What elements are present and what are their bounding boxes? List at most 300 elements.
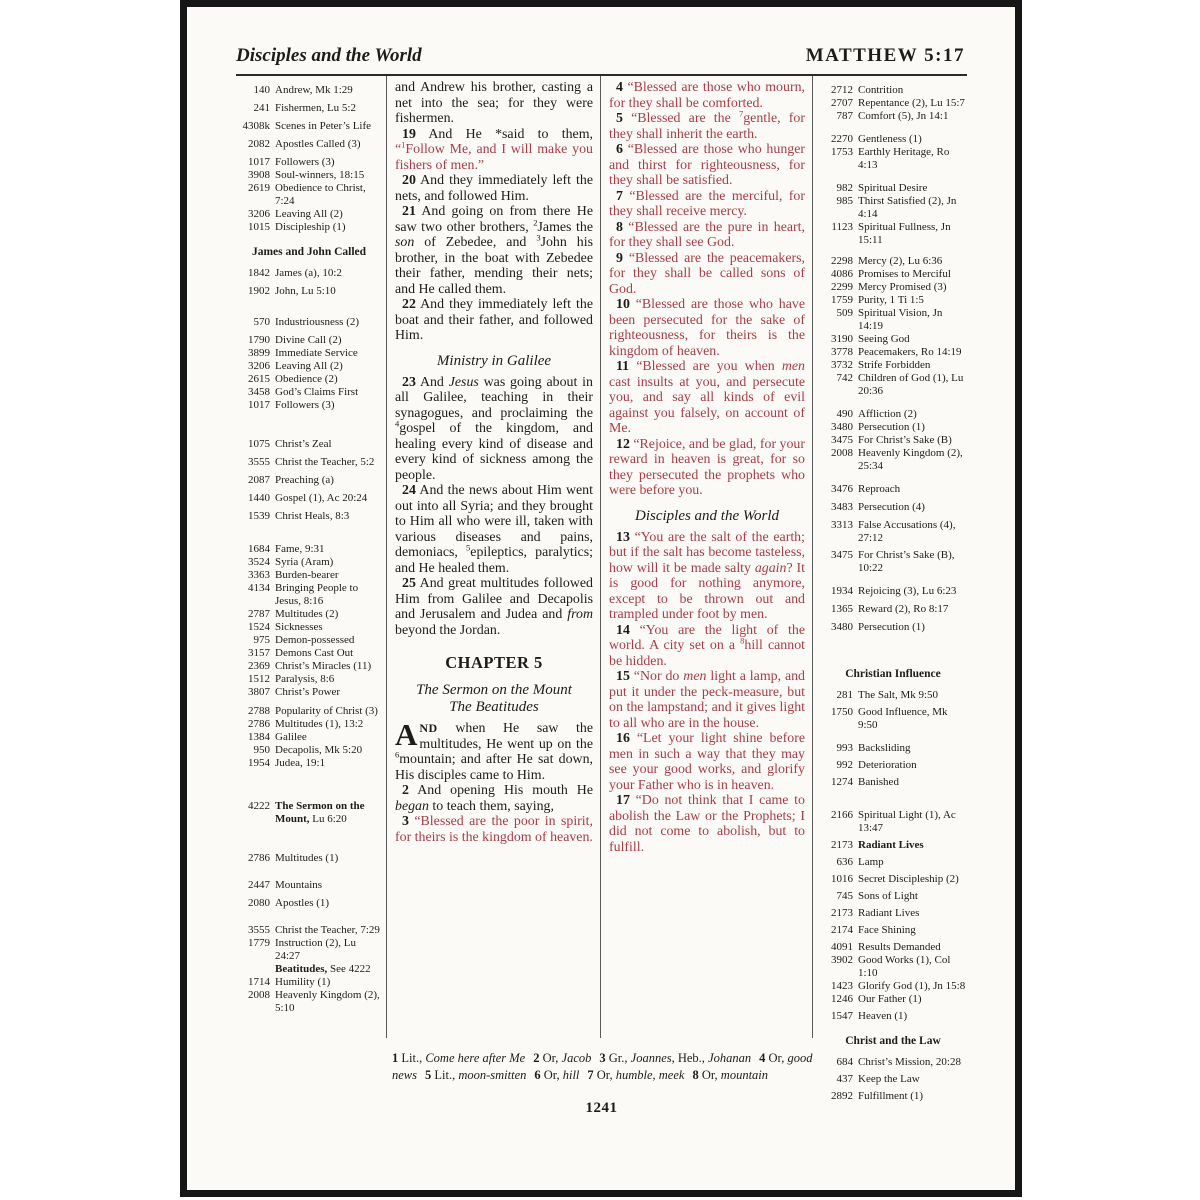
text-run: “Let your light shine before men in such a way that they may see your good works, and glorify your Father who is in heaven. [609,731,805,793]
reference-number: 985 [836,195,853,207]
spacer [236,770,382,800]
reference-topic: Mercy Promised (3) [858,281,947,293]
verse-number: 3 [402,814,409,829]
reference-number: 1779 [248,937,270,949]
reference-number: 1954 [248,757,270,769]
text-run: of Zebedee, and [414,235,537,250]
reference-number: 787 [836,110,853,122]
reference-topic: Christ’s Power [275,686,341,698]
translator-footnotes [392,1050,824,1084]
reference-number: 3475 [831,434,853,446]
reference-topic: Affliction (2) [858,408,917,420]
reference-entry [236,757,382,770]
text-run: And opening His mouth He [408,783,593,798]
reference-topic: Apostles (1) [275,897,330,909]
reference-topic: For Christ’s Sake (B), 10:22 [858,549,955,574]
reference-topic: Andrew, Mk 1:29 [275,84,353,96]
footnote-marker: 8 [740,635,745,646]
reference-entry [819,483,967,496]
text-run: 1 [392,1051,399,1065]
reference-entry [819,706,967,732]
reference-topic: Peacemakers, Ro 14:19 [858,346,962,358]
reference-entry [236,647,382,660]
reference-number: 570 [253,316,270,328]
reference-number: 2615 [248,373,270,385]
reference-topic: Radiant Lives [858,907,920,919]
text-run: again [754,560,787,576]
reference-entry [819,501,967,514]
chapter-heading: CHAPTER 5 [445,653,543,672]
reference-number: 1842 [248,267,270,279]
verse-number: 19 [402,126,416,142]
drop-cap: A [395,717,418,752]
reference-number: 2707 [831,97,853,109]
text-run: And they immediately left the boat and their father, and followed Him. [395,297,593,343]
reference-topic: Spiritual Light (1), Ac 13:47 [858,809,956,834]
reference-number: 3483 [831,501,853,513]
reference-group-heading: Christ and the Law [845,1035,941,1047]
verse-paragraph [609,80,805,111]
reference-topic: Keep the Law [858,1073,920,1085]
reference-entry [236,492,382,505]
reference-topic: Reward (2), Ro 8:17 [858,603,949,615]
verse-paragraph [395,204,593,297]
reference-entry [819,133,967,146]
text-run: “Blessed are those who have been persecuted for the sake of righteousness, for theirs is the kingdom of heaven. [609,297,805,359]
verse-paragraph [609,108,805,142]
reference-entry [236,897,382,910]
reference-entry [236,169,382,182]
reference-topic: Persecution (4) [858,501,925,513]
verse-paragraph [609,793,805,855]
reference-topic: Fulfillment (1) [858,1090,924,1102]
reference-entry [819,856,967,869]
reference-entry [236,386,382,399]
reference-entry [236,673,382,686]
reference-topic: Beatitudes, See 4222 [275,963,371,975]
reference-group-heading: Christian Influence [845,668,941,680]
spacer [819,172,967,182]
reference-number: 2299 [831,281,853,293]
reference-number: 1684 [248,543,270,555]
reference-topic: The Sermon on the Mount, Lu 6:20 [275,800,365,825]
reference-topic: Popularity of Christ (3) [275,705,378,717]
reference-topic: Sicknesses [275,621,323,633]
reference-topic: Contrition [858,84,904,96]
reference-entry [819,195,967,221]
reference-entry [236,138,382,151]
text-run: John his brother, in the boat with Zebedee their father, mending their nets; and He called them. [395,235,593,297]
page-header [236,45,967,74]
reference-entry [819,359,967,372]
text-run: men [781,359,805,374]
text-run: 4 [759,1051,766,1065]
reference-number: 3206 [248,208,270,220]
verse-paragraph [609,530,805,623]
reference-entry [819,1090,967,1103]
reference-entry [819,255,967,268]
spacer [236,865,382,879]
verse-paragraph [395,127,593,174]
reference-entry [236,347,382,360]
verse-number: 7 [616,188,623,204]
reference-topic: Rejoicing (3), Lu 6:23 [858,585,957,597]
verse-number: 20 [402,173,416,188]
reference-topic: Thirst Satisfied (2), Jn 4:14 [858,195,957,220]
reference-topic: Preaching (a) [275,474,334,486]
reference-entry [819,97,967,110]
footnote-marker: 4 [395,418,400,429]
reference-number: 2087 [248,474,270,486]
reference-topic: Discipleship (1) [275,221,346,233]
reference-entry [819,839,967,852]
reference-entry [236,373,382,386]
section-heading: The Sermon on the Mount The Beatitudes [416,682,572,715]
text-run: men [683,669,707,684]
reference-number: 975 [253,634,270,646]
reference-number: 3908 [248,169,270,181]
reference-entry [236,963,382,976]
verse-number: 22 [402,297,416,312]
reference-topic: Glorify God (1), Jn 15:8 [858,980,966,992]
reference-topic: Galilee [275,731,307,743]
reference-topic: Good Works (1), Col 1:10 [858,954,951,979]
text-run: Come here after Me [425,1051,526,1065]
verse-paragraph [395,375,593,484]
reference-number: 3480 [831,421,853,433]
text-run: humble, meek [615,1068,685,1082]
verse-paragraph [395,717,593,783]
reference-number: 3363 [248,569,270,581]
running-head-book-chapter-verse: MATTHEW 5:17 [805,45,965,66]
verse-paragraph [395,173,593,204]
reference-number: 1423 [831,980,853,992]
reference-topic: Face Shining [858,924,916,936]
text-run: “You are the salt of the earth; but if the salt has become tasteless, how will it be made salty [609,529,805,576]
reference-topic: Lamp [858,856,884,868]
reference-number: 3458 [248,386,270,398]
reference-number: 1017 [248,156,270,168]
reference-number: 1274 [831,776,853,788]
verse-number: 5 [616,111,623,126]
reference-number: 1123 [831,221,853,233]
reference-topic: Children of God (1), Lu 20:36 [858,372,964,397]
reference-entry [236,543,382,556]
text-run: And the news about Him went out into all Syria; and they brought to Him all who were ill, taken with various diseases and pains, demoniacs, [395,483,593,560]
reference-number: 3807 [248,686,270,698]
reference-topic: Demon-possessed [275,634,355,646]
reference-topic: Good Influence, Mk 9:50 [858,706,948,731]
reference-entry [236,221,382,234]
reference-entry [819,434,967,447]
reference-number: 2173 [831,907,853,919]
reference-topic: Spiritual Fullness, Jn 15:11 [858,221,951,246]
reference-entry [819,549,967,575]
reference-number: 1934 [831,585,853,597]
reference-topic: Heavenly Kingdom (2), 25:34 [858,447,963,472]
reference-entry [236,438,382,451]
reference-entry [819,809,967,835]
reference-number: 636 [836,856,853,868]
reference-number: 3902 [831,954,853,966]
text-run: James the [537,219,593,235]
reference-topic: Divine Call (2) [275,334,342,346]
text-run: Or, [540,1068,563,1082]
verse-paragraph [609,623,805,670]
footnote-marker: 3 [536,232,541,243]
reference-number: 992 [836,759,853,771]
reference-entry [236,360,382,373]
reference-entry [236,621,382,634]
reference-entry [236,569,382,582]
reference-entry [236,744,382,757]
text-run: hill [562,1068,580,1082]
text-run: “Blessed are the peacemakers, for they shall be called sons of God. [609,250,805,297]
reference-entry [236,399,382,412]
text-run: Lit., [398,1051,426,1065]
reference-topic: Promises to Merciful [858,268,951,280]
verse-paragraph [395,483,593,576]
reference-entry [236,84,382,97]
reference-entry [236,686,382,699]
reference-entry [236,510,382,523]
reference-number: 1075 [248,438,270,450]
text-run: “Blessed are the poor in spirit, for theirs is the kingdom of heaven. [395,814,593,845]
verse-number: 2 [402,783,409,798]
reference-topic: Heavenly Kingdom (2), 5:10 [275,989,380,1014]
reference-number: 1753 [831,146,853,158]
reference-entry [236,208,382,221]
reference-topic: Followers (3) [275,399,335,411]
reference-number: 509 [836,307,853,319]
reference-number: 2270 [831,133,853,145]
reference-number: 3475 [831,549,853,561]
reference-number: 4222 [248,800,270,812]
reference-entry [236,705,382,718]
reference-entry [819,742,967,755]
reference-topic: False Accusations (4), 27:12 [858,519,956,544]
verse-number: 10 [616,297,630,312]
footnote-marker: 2 [533,216,538,227]
reference-number: 2298 [831,255,853,267]
text-run: Joannes [630,1051,672,1065]
reference-number: 3313 [831,519,853,531]
spacer [236,910,382,924]
reference-entry [819,346,967,359]
reference-entry [236,852,382,865]
reference-entry [819,907,967,920]
text-run: Or, [539,1051,562,1065]
verse-number: 12 [616,436,630,452]
reference-entry [819,268,967,281]
text-run: “Blessed are those who hunger and thirst for righteousness, for they shall be satisfied. [609,142,805,188]
reference-number: 2008 [831,447,853,459]
text-run: And going on from there He saw two other brothers, [395,204,593,235]
reference-number: 1547 [831,1010,853,1022]
reference-topic: John, Lu 5:10 [275,285,336,297]
reference-number: 1384 [248,731,270,743]
reference-topic: Gentleness (1) [858,133,922,145]
reference-entry [819,980,967,993]
reference-number: 2619 [248,182,270,194]
reference-number: 2786 [248,718,270,730]
text-run: to teach them, saying, [428,798,554,814]
reference-entry [236,316,382,329]
reference-number: 1246 [831,993,853,1005]
verse-number: 8 [616,219,623,235]
section-heading: Ministry in Galilee [436,352,552,369]
text-run: “Blessed are the merciful, for they shall receive mercy. [609,188,805,219]
reference-topic: Fame, 9:31 [275,543,325,555]
reference-number: 3899 [248,347,270,359]
reference-entry [236,120,382,133]
text-run: Lit., [431,1068,459,1082]
text-run: “Nor do [629,669,684,684]
reference-topic: Soul-winners, 18:15 [275,169,365,181]
verse-number: 13 [616,529,630,545]
reference-topic [858,839,967,852]
reference-topic: Multitudes (2) [275,608,339,620]
reference-number [236,963,275,976]
verse-number: 25 [402,576,416,591]
reference-group-heading: James and John Called [251,246,367,258]
reference-topic: God’s Claims First [275,386,359,398]
reference-number: 437 [836,1073,853,1085]
reference-topic: Mercy (2), Lu 6:36 [858,255,943,267]
verse-paragraph [395,297,593,344]
reference-number: 140 [253,84,270,96]
text-run: 2 [533,1051,540,1065]
text-run: 6 [534,1068,541,1082]
reference-topic: Leaving All (2) [275,360,343,372]
spacer [819,247,967,255]
reference-entry [236,334,382,347]
reference-entry [819,621,967,634]
text-run: And they immediately left the nets, and followed Him. [395,173,593,204]
chain-reference-column-right [813,76,967,1102]
reference-number: 3476 [831,483,853,495]
reference-topic: Comfort (5), Jn 14:1 [858,110,949,122]
text-run: gospel of the kingdom, and healing every kind of disease and every kind of sickness among the people. [395,421,593,483]
text-run: Jacob [561,1051,592,1065]
reference-entry [819,689,967,702]
reference-topic: Christ Heals, 8:3 [275,510,350,522]
reference-topic: Secret Discipleship (2) [858,873,959,885]
text-run: and Andrew his brother, casting a net into the sea; for they were fishermen. [395,80,593,126]
reference-number: 1365 [831,603,853,615]
reference-number: 2082 [248,138,270,150]
text-run: when He saw the multitudes, He went up on the [419,721,593,752]
footnote-marker: 5 [466,542,471,553]
text-run: was going about in all Galilee, teaching in their synagogues, and proclaiming the [395,374,593,421]
verse-paragraph [609,189,805,220]
reference-number: 3778 [831,346,853,358]
reference-entry [236,718,382,731]
reference-topic: Our Father (1) [858,993,922,1005]
text-run: beyond the Jordan. [395,622,501,638]
verse-paragraph [609,359,805,437]
text-run: gentle, for they shall inherit the earth. [609,111,805,142]
reference-number: 742 [836,372,853,384]
reference-entry [819,993,967,1006]
text-run: “Blessed are the [622,111,739,126]
reference-topic: Obedience (2) [275,373,338,385]
reference-entry [819,307,967,333]
reference-entry [819,182,967,195]
text-run: And great multitudes followed Him from Galilee and Decapolis and Jerusalem and Judea and [395,576,593,622]
text-run: epileptics, paralytics; and He healed them. [395,545,593,576]
reference-topic: Leaving All (2) [275,208,343,220]
reference-number: 950 [253,744,270,756]
reference-topic: Bringing People to Jesus, 8:16 [275,582,359,607]
verse-number: 15 [616,669,630,684]
reference-topic: Strife Forbidden [858,359,931,371]
reference-entry [819,776,967,789]
reference-topic: Fishermen, Lu 5:2 [275,102,356,114]
spacer [236,523,382,543]
verse-paragraph [609,669,805,731]
reference-entry [819,924,967,937]
running-head-section-title: Disciples and the World [236,45,422,66]
text-run: mountain [720,1068,769,1082]
reference-entry [236,937,382,963]
text-run: “ [395,142,402,157]
reference-entry [819,333,967,346]
reference-topic: Reproach [858,483,901,495]
reference-topic: The Salt, Mk 9:50 [858,689,939,701]
reference-topic: Repentance (2), Lu 15:7 [858,97,965,109]
text-run: “Blessed are the pure in heart, for they shall see God. [609,219,805,250]
reference-number: 3524 [248,556,270,568]
reference-entry [819,294,967,307]
reference-entry [819,447,967,473]
text-run: 5 [425,1068,432,1082]
text-run: Johanan [708,1051,752,1065]
reference-entry [819,759,967,772]
reference-entry [819,954,967,980]
text-run: , Heb., [671,1051,709,1065]
spacer [819,123,967,133]
reference-entry [236,285,382,298]
reference-number: 4134 [248,582,270,594]
text-run: 7 [587,1068,594,1082]
reference-topic: Scenes in Peter’s Life [275,120,372,132]
reference-number: 745 [836,890,853,902]
reference-topic: Decapolis, Mk 5:20 [275,744,363,756]
verse-number: 16 [616,731,630,746]
verse-paragraph [609,142,805,189]
reference-topic: Instruction (2), Lu 24:27 [275,937,356,962]
reference-entry [819,873,967,886]
reference-number: 1539 [248,510,270,522]
reference-number: 684 [836,1056,853,1068]
footnote-marker: 7 [738,108,744,119]
reference-number: 2892 [831,1090,853,1102]
reference-topic: Spiritual Vision, Jn 14:19 [858,307,943,332]
reference-entry [236,634,382,647]
text-run: from [567,607,593,622]
reference-number: 1512 [248,673,270,685]
reference-number: 3732 [831,359,853,371]
reference-entry [236,102,382,115]
reference-number: 2788 [248,705,270,717]
reference-topic-bold: Radiant Lives [858,839,924,851]
reference-entry [236,879,382,892]
verse-paragraph [609,437,805,499]
reference-number: 2786 [248,852,270,864]
bible-page [180,0,1022,1197]
reference-number: 2174 [831,924,853,936]
